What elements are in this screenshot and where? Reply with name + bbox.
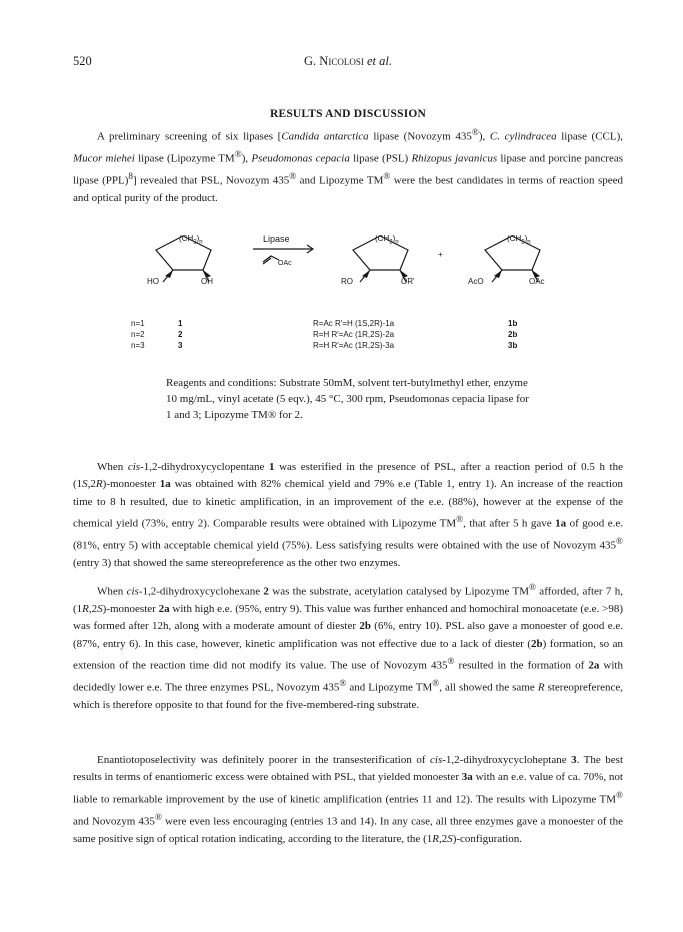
row-3-n: n=3 bbox=[131, 341, 145, 350]
substrate-oh-label: OH bbox=[201, 277, 213, 286]
arrow-label: Lipase bbox=[263, 234, 290, 244]
row-1-n: n=1 bbox=[131, 319, 145, 328]
wedge-1 bbox=[165, 270, 173, 278]
reagent-label: OAc bbox=[278, 260, 292, 267]
diester-ring-label: $(CH_2)_n$ bbox=[507, 234, 531, 246]
running-head-authors: G. Nicolosi bbox=[304, 54, 364, 68]
substrate-ho-label: HO bbox=[147, 277, 159, 286]
substrate-ring-label: $(CH_2)_n$ bbox=[179, 234, 203, 246]
row-3-di: 3b bbox=[508, 341, 518, 350]
monoester-ring-label: $(CH_2)_n$ bbox=[375, 234, 399, 246]
monoester-or-label: OR' bbox=[401, 277, 415, 286]
row-2-mono: R=H R'=Ac (1R,2S)-2a bbox=[313, 330, 395, 339]
paragraph-intro: A preliminary screening of six lipases [Candida antarctica lipase (Novozym 435®), C. cylindracea lipase (CCL), Mucor miehei lipase (Lipozyme TM®), Pseudomonas cepacia lipase (PSL) Rhizopus javanicus lipase and porcine pancreas lipase (PPL)$^8$] revealed that PSL, Novozym 435® and Lipozyme TM® were the best candidates in terms of reaction speed and optical purity of the product. bbox=[73, 127, 624, 204]
diester-aco-label: AcO bbox=[468, 277, 484, 286]
row-3-mono: R=H R'=Ac (1R,2S)-3a bbox=[313, 341, 395, 350]
row-2-di: 2b bbox=[508, 330, 518, 339]
row-1-mono: R=Ac R'=H (1S,2R)-1a bbox=[313, 319, 395, 328]
vinyl-acetate-bond bbox=[263, 256, 279, 262]
scheme-drawing bbox=[73, 212, 623, 362]
plus-sign: + bbox=[438, 250, 443, 259]
running-head-etal: et al. bbox=[366, 54, 392, 68]
section-title: RESULTS AND DISCUSSION bbox=[269, 108, 427, 120]
running-head bbox=[73, 54, 623, 69]
row-2-num: 2 bbox=[178, 330, 183, 339]
row-2-n: n=2 bbox=[131, 330, 145, 339]
paragraph-cyclohexane: When cis-1,2-dihydroxycyclohexane 2 was the substrate, acetylation catalysed by Lipozyme TM® afforded, after 7 h, (1R,2S)-monoester 2a with high e.e. (95%, entry 9). This value was further enhanced and homochiral monoacetate (e.e. >98) was formed after 12h, along with a moderate amount of diester 2b (6%, entry 10). PSL also gave a monoester of good e.e. (87%, entry 6). In this case, however, kinetic amplification was not effective due to a lack of diester (2b) formation, so an extension of the reaction time did not modify its value. The use of Novozym 435® resulted in the formation of 2a with decidedly lower e.e. The three enzymes PSL, Novozym 435® and Lipozyme TM®, all showed the same R stereopreference, which is therefore opposite to that found for the five-membered-ring substrate. bbox=[73, 582, 624, 711]
reaction-conditions: Reagents and conditions: Substrate 50mM, solvent tert-butylmethyl ether, enzyme 10 mg/mL, vinyl acetate (5 eqv.), 45 °C, 300 rpm, Pseudomonas cepacia lipase for 1 and 3; Lipozyme TM® for 2. bbox=[166, 377, 529, 421]
row-3-num: 3 bbox=[178, 341, 183, 350]
row-1-di: 1b bbox=[508, 319, 518, 328]
reaction-scheme bbox=[73, 212, 623, 362]
paragraph-cyclopentane: When cis-1,2-dihydroxycyclopentane 1 was esterified in the presence of PSL, after a reaction period of 0.5 h the (1S,2R)-monoester 1a was obtained with 82% chemical yield and 79% e.e (Table 1, entry 1). An increase of the reaction time to 8 h resulted, due to kinetic amplification, in an improvement of the e.e. (88%), however at the expense of the chemical yield (73%, entry 2). Comparable results were obtained with Lipozyme TM®, that after 5 h gave 1a of good e.e. (81%, entry 5) with acceptable chemical yield (75%). Less satisfying results were obtained with the use of Novozym 435® (entry 3) that showed the same stereopreference as the other two enzymes. bbox=[73, 461, 623, 569]
row-1-num: 1 bbox=[178, 319, 183, 328]
monoester-ro-label: RO bbox=[341, 277, 353, 286]
page-number: 520 bbox=[73, 54, 92, 68]
diester-oac-label: OAc bbox=[529, 277, 545, 286]
paragraph-cycloheptane: Enantiotoposelectivity was definitely poorer in the transesterification of cis-1,2-dihydroxycycloheptane 3. The best results in terms of enantiomeric excess were obtained with PSL, that yielded monoester 3a with an e.e. value of ca. 70%, not liable to remarkable improvement by the use of kinetic amplification (entries 11 and 12). The results with Lipozyme TM® and Novozym 435® were even less encouraging (entries 13 and 14). In any case, all three enzymes gave a monoester of the same positive sign of optical rotation indicating, according to the literature, the (1R,2S)-configuration. bbox=[73, 754, 624, 845]
page-header bbox=[73, 54, 623, 70]
